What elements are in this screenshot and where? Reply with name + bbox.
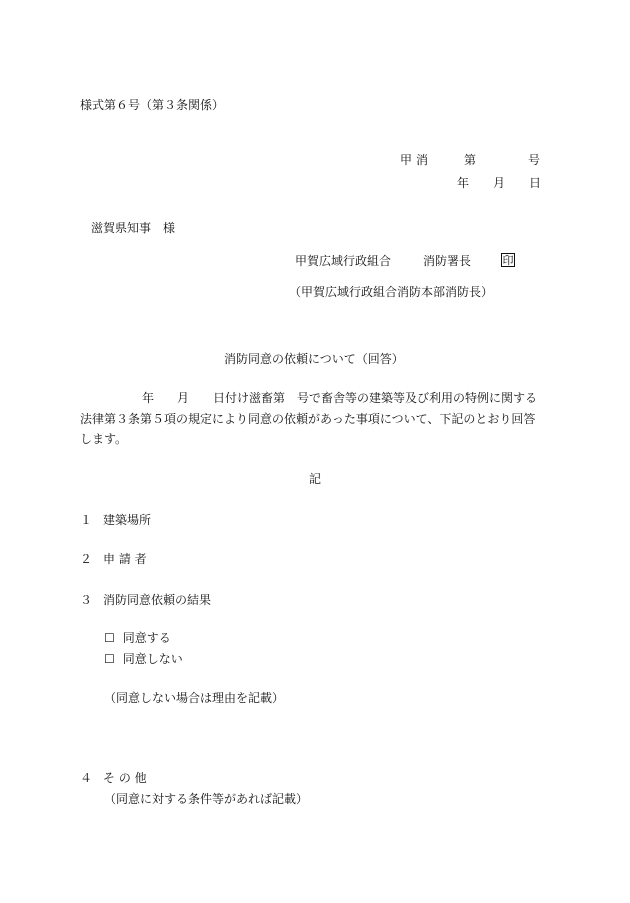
date-month: 月 bbox=[493, 176, 506, 190]
item-label: 申 請 者 bbox=[103, 552, 147, 566]
subject-title: 消防同意の依頼について（回答） bbox=[224, 352, 404, 366]
date-day: 日 bbox=[529, 176, 542, 190]
conditions-note: （同意に対する条件等があれば記載） bbox=[104, 792, 309, 806]
item-label: 建築場所 bbox=[103, 513, 152, 527]
checkbox-icon[interactable]: ☐ bbox=[104, 631, 115, 645]
body-month: 月 bbox=[177, 391, 190, 405]
form-label: 様式第６号（第３条関係） bbox=[80, 98, 225, 112]
sender-alt: （甲賀広域行政組合消防本部消防長） bbox=[289, 285, 494, 299]
seal-text: 印 bbox=[502, 253, 514, 267]
body-line1: 日付け滋畜第 号で畜舎等の建築等及び利用の特例に関する bbox=[213, 391, 538, 405]
item-number: ４ bbox=[80, 771, 93, 785]
ref-dai: 第 bbox=[464, 153, 477, 167]
option-agree bbox=[104, 631, 171, 645]
body-year: 年 bbox=[142, 391, 155, 405]
item-number: ３ bbox=[80, 593, 93, 607]
ki-heading: 記 bbox=[309, 472, 322, 486]
ref-go: 号 bbox=[528, 153, 541, 167]
option-disagree bbox=[104, 652, 183, 666]
option-label: 同意しない bbox=[122, 652, 183, 666]
item-number: １ bbox=[80, 513, 93, 527]
disagree-note: （同意しない場合は理由を記載） bbox=[104, 691, 285, 705]
checkbox-icon[interactable]: ☐ bbox=[104, 652, 115, 666]
seal-mark bbox=[501, 252, 515, 267]
body-line3: します。 bbox=[80, 432, 128, 446]
date-year: 年 bbox=[457, 176, 470, 190]
item-number: ２ bbox=[80, 552, 93, 566]
option-label: 同意する bbox=[122, 631, 171, 645]
sender-title: 消防署長 bbox=[423, 254, 472, 268]
body-line2: 法律第３条第５項の規定により同意の依頼があった事項について、下記のとおり回答 bbox=[80, 412, 536, 426]
ref-prefix: 甲消 bbox=[400, 153, 433, 167]
item-label: 消防同意依頼の結果 bbox=[103, 593, 212, 607]
item-label: そ の 他 bbox=[103, 771, 147, 785]
addressee: 滋賀県知事 様 bbox=[91, 221, 176, 235]
sender-org: 甲賀広域行政組合 bbox=[295, 254, 392, 268]
